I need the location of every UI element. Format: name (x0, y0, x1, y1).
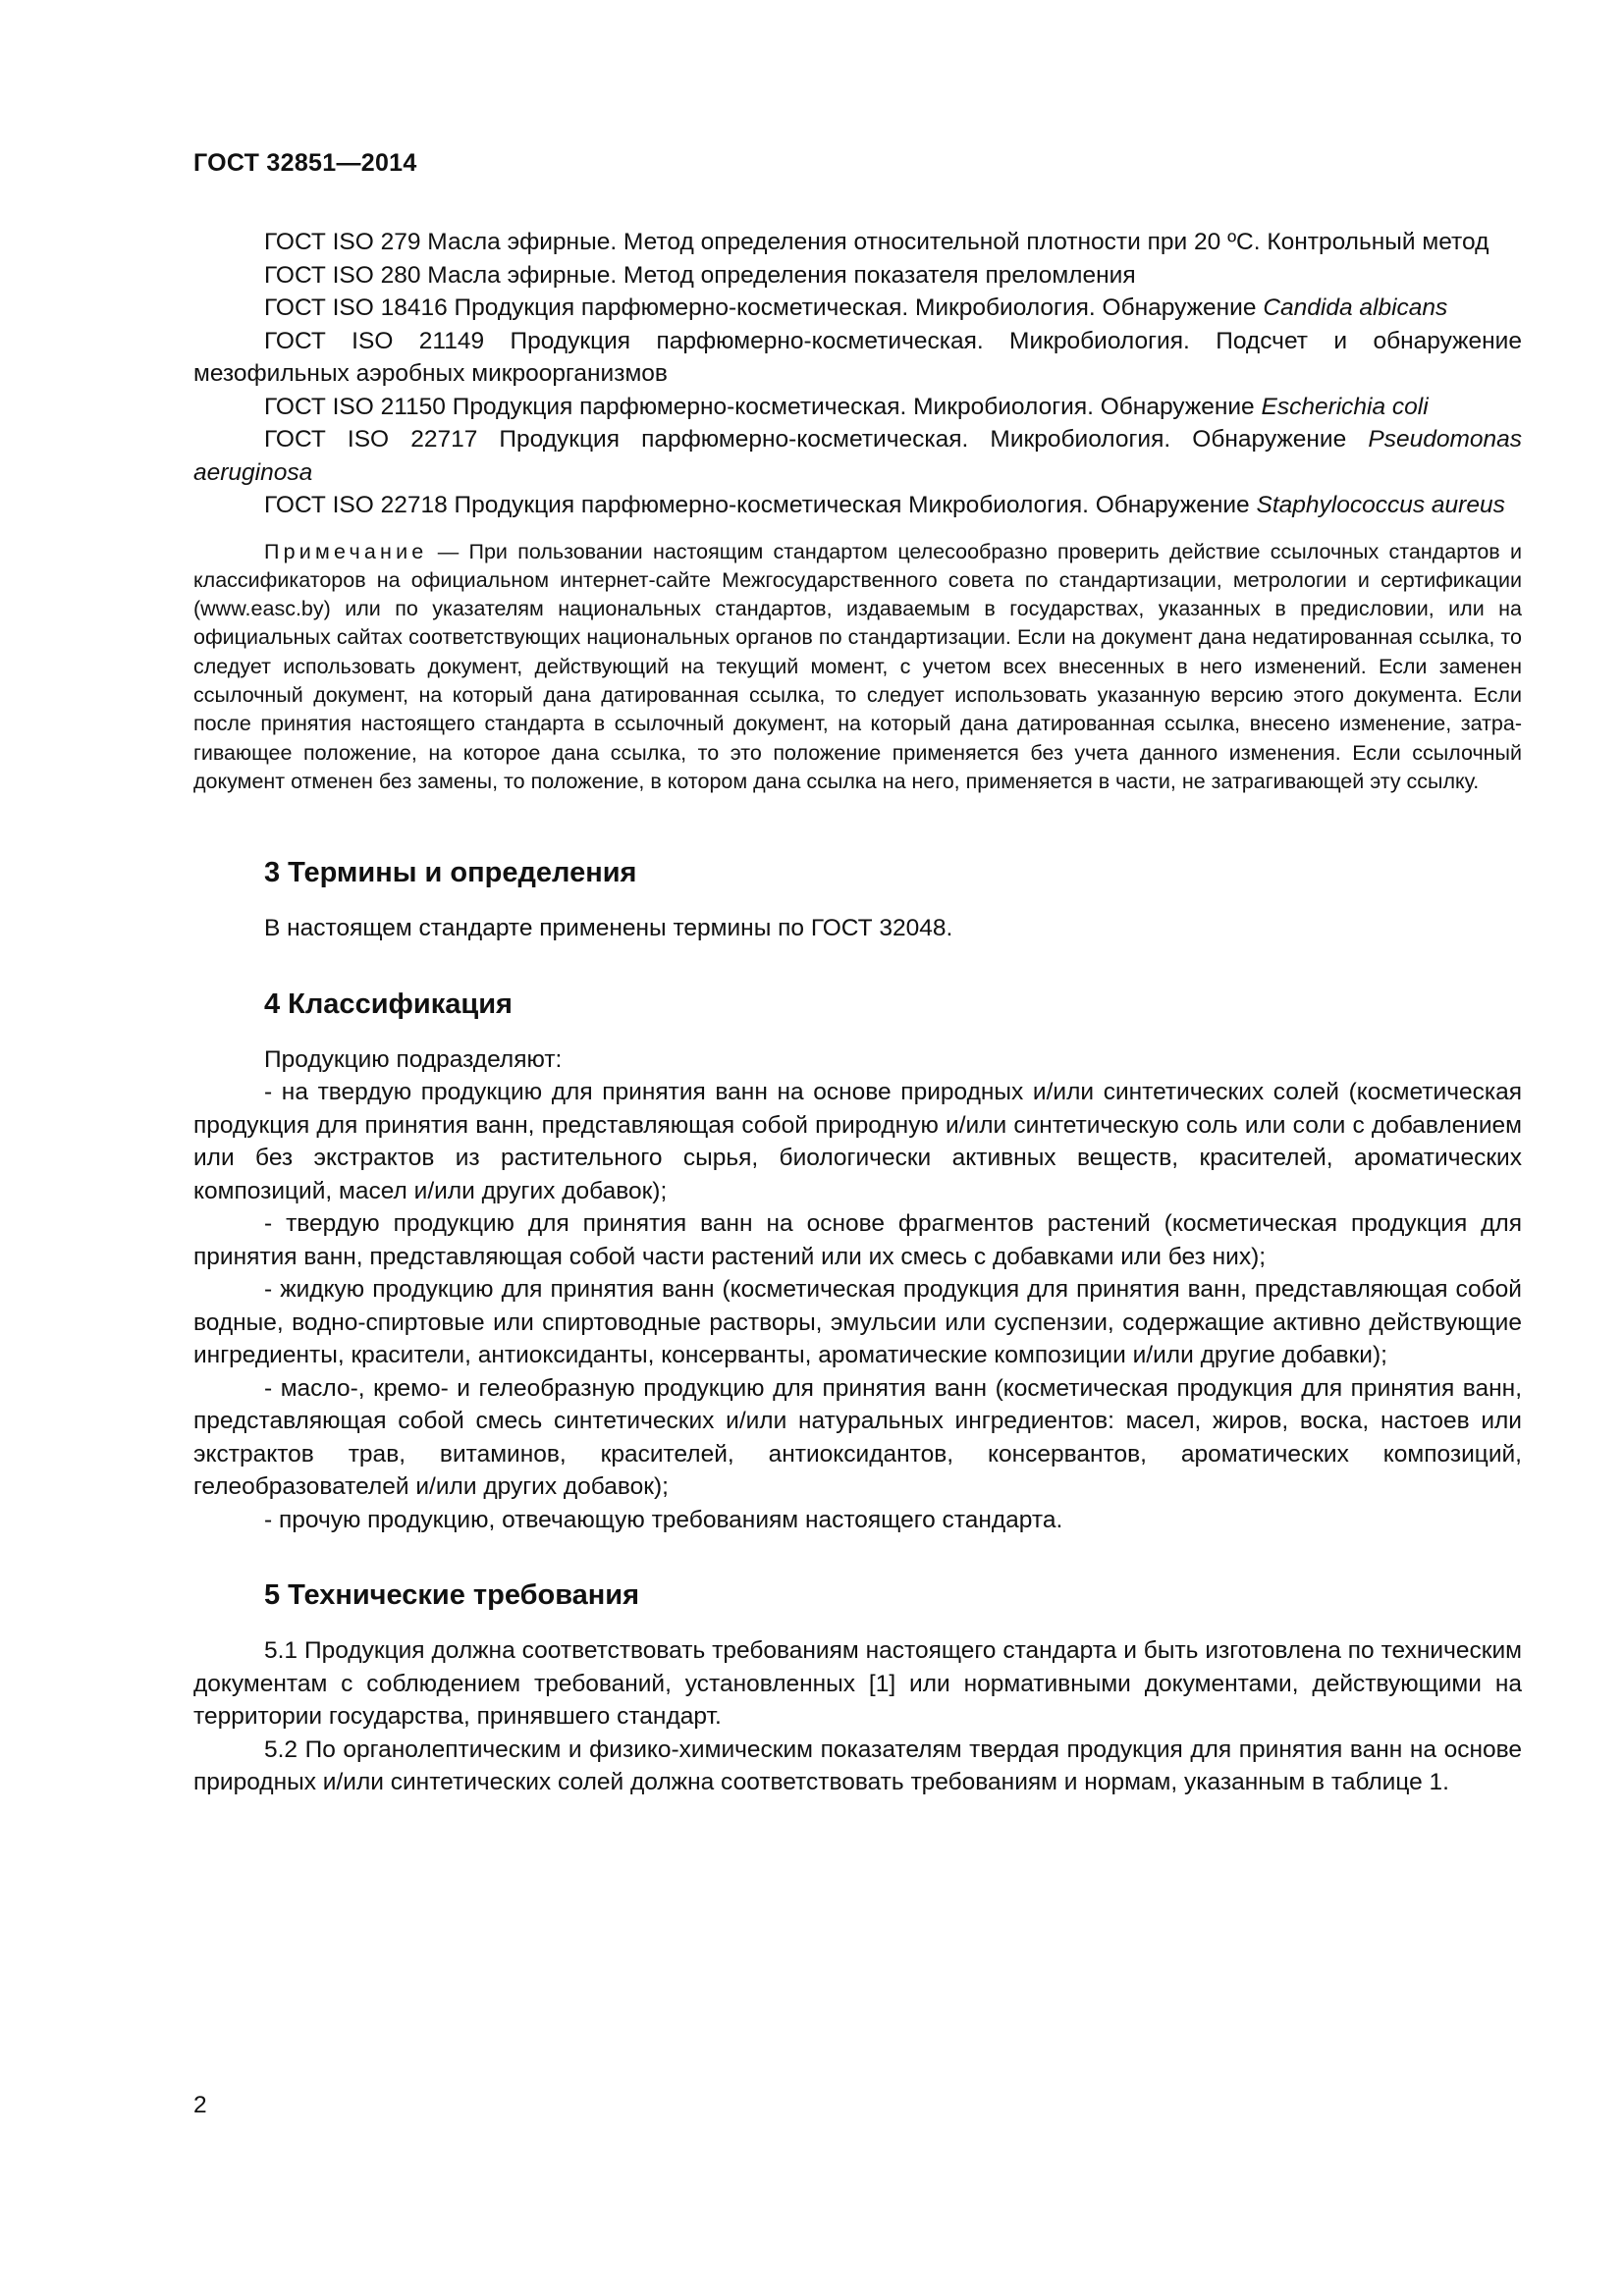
classification-item: - твердую продукцию для принятия ванн на основе фрагментов растений (косметическая продукция для принятия ванн, представляющая собой части растений или их смесь с добавками или без них); (193, 1210, 1522, 1270)
classification-item: - прочую продукцию, отвечающую требованиям настоящего стандарта. (264, 1506, 1063, 1533)
document-code-header: ГОСТ 32851—2014 (193, 149, 417, 177)
reference-item: ГОСТ ISO 279 Масла эфирные. Метод определения относительной плотности при 20 ºС. Контрольный метод (264, 229, 1489, 255)
page-number: 2 (193, 2092, 207, 2118)
section-4-intro: Продукцию подразделяют: (264, 1045, 563, 1073)
section-3-title: 3 Термины и определения (264, 857, 637, 889)
reference-item: ГОСТ ISO 22717 Продукция парфюмерно-косметическая. Микробиология. Обнаружение Pseudomonas aeruginosa (193, 426, 1522, 486)
section-4-title: 4 Классификация (264, 988, 513, 1020)
reference-item: ГОСТ ISO 21149 Продукция парфюмерно-косметическая. Микробиология. Подсчет и обнаружение мезофильных аэробных микроорганизмов (193, 327, 1522, 387)
section-5-paragraph: 5.2 По органолептическим и физико-химическим показателям твердая продукция для принятия ванн на основе природных и/или синтетических солей должна соответствовать требованиям и нормам, указанным в таблице 1. (193, 1735, 1522, 1796)
reference-item: ГОСТ ISO 22718 Продукция парфюмерно-косметическая Микробиология. Обнаружение Staphylococcus aureus (264, 492, 1505, 518)
classification-item: - жидкую продукцию для принятия ванн (косметическая продукция для принятия ванн, представляющая собой водные, водно-спиртовые или спиртоводные растворы, эмульсии или суспензии, содержащие активно действующие ингредиенты, красители, антиоксиданты, консерванты, ароматические композиции и/или другие добавки); (193, 1276, 1522, 1369)
reference-organism-name: Staphylococcus aureus (1256, 492, 1505, 518)
section-3-text: В настоящем стандарте применены термины по ГОСТ 32048. (264, 915, 953, 942)
section-5-paragraph: 5.1 Продукция должна соответствовать требованиям настоящего стандарта и быть изготовлена по техническим документам с соблюдением требований, установленных [1] или нормативными документами, действующими на территории государства, принявшего стандарт. (193, 1637, 1522, 1731)
reference-item: ГОСТ ISO 280 Масла эфирные. Метод определения показателя преломления (264, 261, 1136, 289)
reference-item: ГОСТ ISO 18416 Продукция парфюмерно-косметическая. Микробиология. Обнаружение Candida albicans (264, 294, 1448, 321)
note-text: При пользовании настоящим стандартом целесообразно проверить действие ссылочных стандартов и классификаторов на официальном интернет-сайте Межгосударственного совета по стандартизации, метрологии и сертификации (www.easc.by) или по указателям национальных стандартов, издаваемым в государствах, указанных в предисловии, или на официальных сайтах соответствующих национальных органов по стандартизации. Если на документ дана недатированная ссылка, то следует использовать документ, действующий на текущий момент, с учетом всех внесенных в него изменений. Если заменен ссылочный документ, на который дана датированная ссылка, то следует использовать указанную версию этого документа. Если после принятия настоящего стандарта в ссылочный документ, на который дана датированная ссылка, внесено изменение, затрагивающее положение, на которое дана ссылка, то это положение применяется без учета данного изменения. Если ссылочный документ отменен без замены, то положение, в котором дана ссылка на него, применяется в части, не затрагивающей эту ссылку. (193, 539, 1522, 793)
reference-organism-name: Escherichia coli (1261, 393, 1429, 420)
reference-item: ГОСТ ISO 21150 Продукция парфюмерно-косметическая. Микробиология. Обнаружение Escherichia coli (264, 393, 1429, 420)
normative-references-list (193, 226, 1522, 522)
references-note: Примечание — При пользовании настоящим стандартом целесообразно проверить действие ссылочных стандартов и классификаторов на официальном интернет-сайте Межгосударственного совета по стандартизации, метрологии и сертификации (www.easc.by) или по указателям национальных стандартов, издаваемым в государствах, указанных в предисловии, или на официальных сайтах соответствующих национальных органов по стандартизации. Если на документ дана недатированная ссылка, то следует использовать документ, действующий на текущий момент, с учетом всех внесенных в него изменений. Если заменен ссылочный документ, на который дана датированная ссылка, то следует использовать указанную версию этого документа. Если после принятия настоящего стандарта в ссылочный документ, на который дана датированная ссылка, внесено изменение, затрагивающее положение, на которое дана ссылка, то это положение применяется без учета данного изменения. Если ссылочный документ отменен без замены, то положение, в котором дана ссылка на него, применяется в части, не затрагивающей эту ссылку. (193, 539, 1522, 793)
reference-organism-name: Pseudomonas aeruginosa (193, 426, 1522, 486)
classification-item: - масло-, кремо- и гелеобразную продукцию для принятия ванн (косметическая продукция для принятия ванн, представляющая собой смесь синтетических и/или натуральных ингредиентов: масел, жиров, воска, настоев или экстрактов трав, витаминов, красителей, антиоксидантов, консервантов, ароматических композиций, гелеобразователей и/или других добавок); (193, 1374, 1522, 1501)
classification-item: - на твердую продукцию для принятия ванн на основе природных и/или синтетических солей (косметическая продукция для принятия ванн, представляющая собой природную и/или синтетическую соль или соли с добавлением или без экстрактов из растительного сырья, биологически активных веществ, красителей, ароматических композиций, масел и/или других добавок); (193, 1079, 1522, 1204)
page-content (193, 226, 1522, 1799)
reference-organism-name: Candida albicans (1263, 294, 1448, 321)
section-5-title: 5 Технические требования (264, 1579, 640, 1612)
note-label: Примечание (264, 539, 428, 563)
